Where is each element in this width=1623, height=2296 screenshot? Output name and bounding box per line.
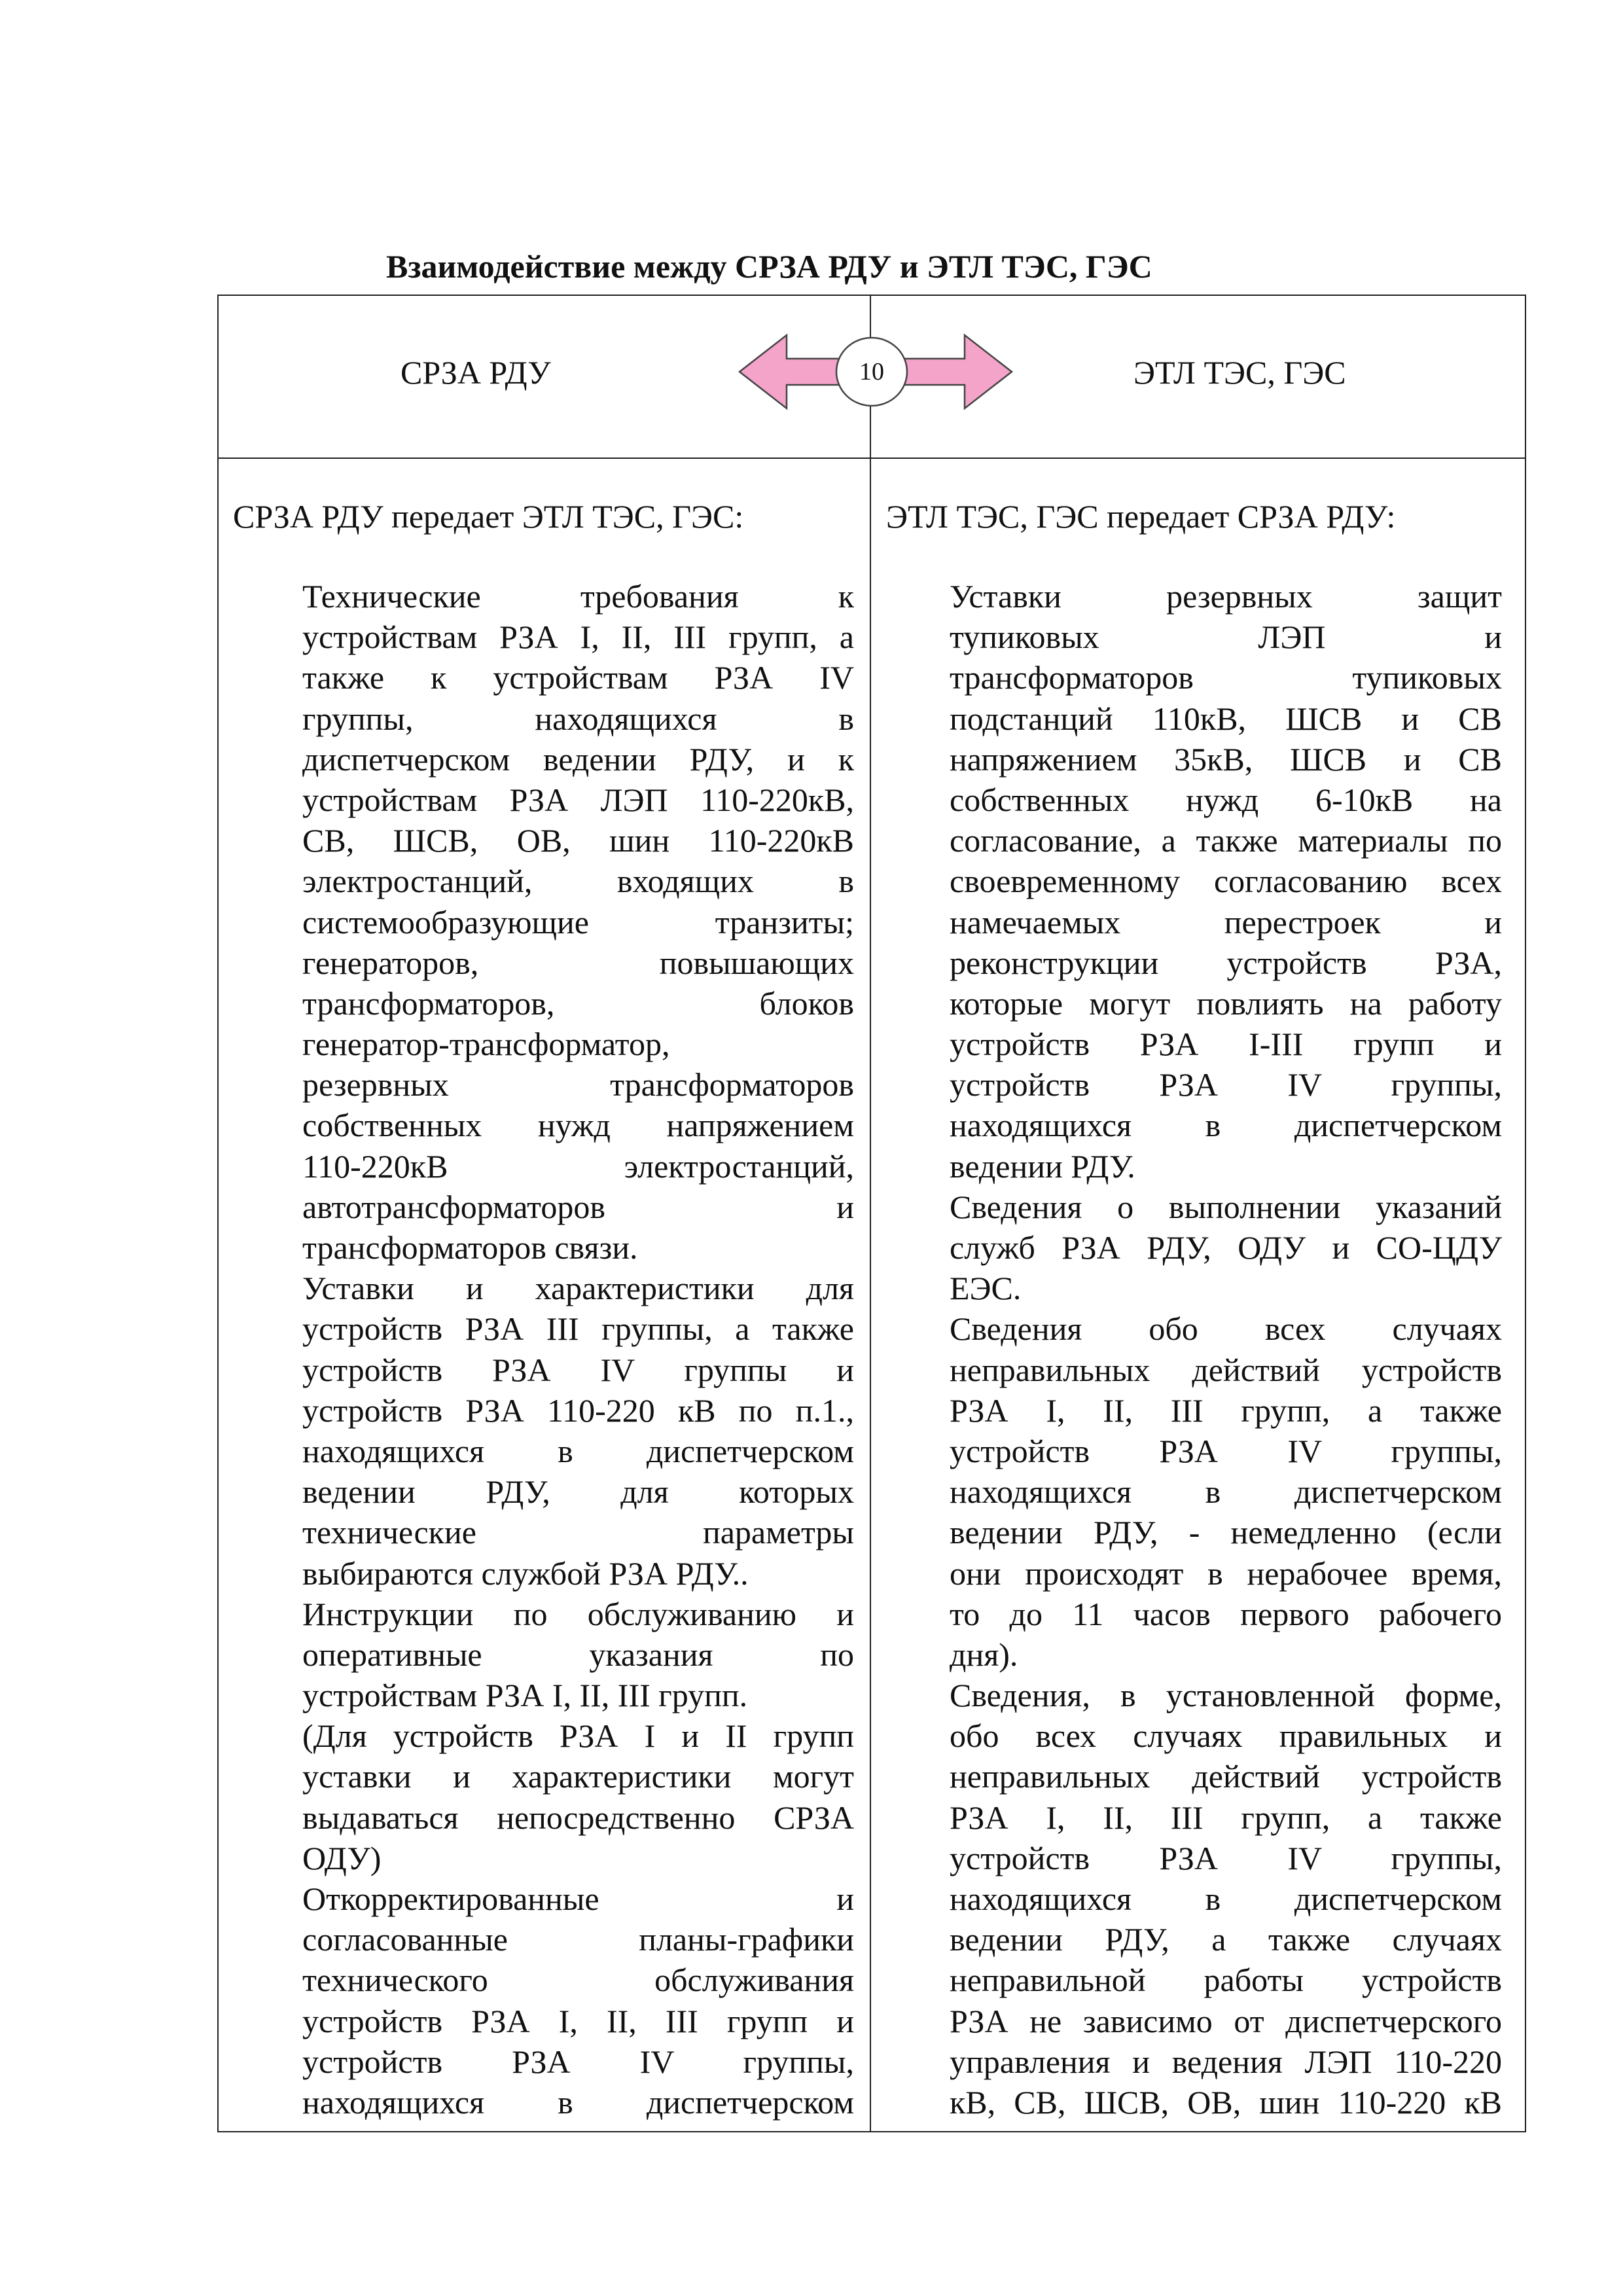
right-column-line: неправильной работы устройств bbox=[950, 1962, 1502, 1999]
right-column-line: неправильных действий устройств bbox=[950, 1758, 1502, 1795]
left-column-line: устройств РЗА IV группы, bbox=[302, 2043, 854, 2080]
left-column-line: 110-220кВ электростанций, bbox=[302, 1147, 854, 1185]
right-column-line: своевременному согласованию всех bbox=[950, 863, 1502, 900]
left-column-line: системообразующие транзиты; bbox=[302, 903, 854, 941]
right-column-line: они происходят в нерабочее время, bbox=[950, 1554, 1502, 1592]
left-column-line: устройств РЗА III группы, а также bbox=[302, 1310, 854, 1348]
left-column-line: также к устройствам РЗА IV bbox=[302, 659, 854, 696]
interaction-table bbox=[217, 295, 1526, 2132]
right-column-line: устройств РЗА I-III групп и bbox=[950, 1026, 1502, 1063]
step-number-badge: 10 bbox=[859, 358, 884, 386]
left-column-line: диспетчерском ведении РДУ, и к bbox=[302, 740, 854, 778]
right-column-line: собственных нужд 6-10кВ на bbox=[950, 781, 1502, 818]
left-column-line: оперативные указания по bbox=[302, 1636, 854, 1673]
right-column-line: то до 11 часов первого рабочего bbox=[950, 1595, 1502, 1632]
left-column-line: трансформаторов связи. bbox=[302, 1229, 638, 1266]
header-divider bbox=[219, 457, 1525, 459]
right-column-line: Сведения обо всех случаях bbox=[950, 1310, 1502, 1348]
left-column-line: Откорректированные и bbox=[302, 1880, 854, 1917]
left-column-line: выдаваться непосредственно СРЗА bbox=[302, 1799, 854, 1836]
right-column-line: которые могут повлиять на работу bbox=[950, 984, 1502, 1022]
right-column-line: устройств РЗА IV группы, bbox=[950, 1066, 1502, 1103]
right-column-line: реконструкции устройств РЗА, bbox=[950, 944, 1502, 981]
right-column-line: Уставки резервных защит bbox=[950, 578, 1502, 615]
left-column-line: ОДУ) bbox=[302, 1839, 382, 1876]
right-column-line: ведении РДУ, - немедленно (если bbox=[950, 1514, 1502, 1551]
right-column-line: РЗА не зависимо от диспетчерского bbox=[950, 2002, 1502, 2039]
left-column-line: устройствам РЗА I, II, III групп, а bbox=[302, 619, 854, 656]
left-column-line: устройств РЗА IV группы и bbox=[302, 1351, 854, 1388]
right-column-line: РЗА I, II, III групп, а также bbox=[950, 1799, 1502, 1836]
right-column-line: подстанций 110кВ, ШСВ и СВ bbox=[950, 700, 1502, 737]
left-column-text bbox=[302, 576, 854, 2123]
left-column-line: согласованные планы-графики bbox=[302, 1921, 854, 1958]
left-column-line: технического обслуживания bbox=[302, 1962, 854, 1999]
right-column-line: тупиковых ЛЭП и bbox=[950, 619, 1502, 656]
left-column-line: СВ, ШСВ, ОВ, шин 110-220кВ bbox=[302, 822, 854, 859]
right-column-line: ведении РДУ, а также случаях bbox=[950, 1921, 1502, 1958]
right-column-line: согласование, а также материалы по bbox=[950, 822, 1502, 859]
left-column-line: автотрансформаторов и bbox=[302, 1188, 854, 1225]
left-column-line: устройствам РЗА ЛЭП 110-220кВ, bbox=[302, 781, 854, 818]
right-column-line: ведении РДУ. bbox=[950, 1147, 1135, 1185]
left-column-line: Технические требования к bbox=[302, 578, 854, 615]
right-column-line: находящихся в диспетчерском bbox=[950, 1107, 1502, 1144]
right-column-line: трансформаторов тупиковых bbox=[950, 659, 1502, 696]
left-column-line: группы, находящихся в bbox=[302, 700, 854, 737]
header-left-label: СРЗА РДУ bbox=[401, 354, 551, 391]
left-column-line: уставки и характеристики могут bbox=[302, 1758, 854, 1795]
right-column-line: управления и ведения ЛЭП 110-220 bbox=[950, 2043, 1502, 2080]
left-column-heading: СРЗА РДУ передает ЭТЛ ТЭС, ГЭС: bbox=[233, 498, 744, 535]
right-column-line: дня). bbox=[950, 1636, 1018, 1673]
right-column-heading: ЭТЛ ТЭС, ГЭС передает СРЗА РДУ: bbox=[886, 498, 1396, 535]
right-column-line: ЕЭС. bbox=[950, 1270, 1022, 1307]
column-divider bbox=[870, 296, 871, 2131]
right-column-line: находящихся в диспетчерском bbox=[950, 1880, 1502, 1917]
right-column-line: неправильных действий устройств bbox=[950, 1351, 1502, 1388]
right-column-line: устройств РЗА IV группы, bbox=[950, 1432, 1502, 1469]
left-column-line: Уставки и характеристики для bbox=[302, 1270, 854, 1307]
left-column-line: устройств РЗА 110-220 кВ по п.1., bbox=[302, 1391, 854, 1429]
left-column-line: генератор-трансформатор, bbox=[302, 1026, 670, 1063]
left-column-line: собственных нужд напряжением bbox=[302, 1107, 854, 1144]
left-column-line: технические параметры bbox=[302, 1514, 854, 1551]
right-column-line: находящихся в диспетчерском bbox=[950, 1473, 1502, 1511]
right-column-text bbox=[950, 576, 1502, 2123]
left-column-line: находящихся в диспетчерском bbox=[302, 2083, 854, 2121]
left-column-line: резервных трансформаторов bbox=[302, 1066, 854, 1103]
left-column-line: устройствам РЗА I, II, III групп. bbox=[302, 1677, 748, 1714]
right-column-line: устройств РЗА IV группы, bbox=[950, 1839, 1502, 1876]
left-column-line: электростанций, входящих в bbox=[302, 863, 854, 900]
right-column-line: служб РЗА РДУ, ОДУ и СО-ЦДУ bbox=[950, 1229, 1502, 1266]
left-column-line: генераторов, повышающих bbox=[302, 944, 854, 981]
left-column-line: находящихся в диспетчерском bbox=[302, 1432, 854, 1469]
right-column-line: напряжением 35кВ, ШСВ и СВ bbox=[950, 740, 1502, 778]
left-column-line: выбираются службой РЗА РДУ.. bbox=[302, 1554, 749, 1592]
page-title: Взаимодействие между СРЗА РДУ и ЭТЛ ТЭС, ГЭС bbox=[386, 248, 1152, 285]
left-column-line: Инструкции по обслуживанию и bbox=[302, 1595, 854, 1632]
left-column-line: (Для устройств РЗА I и II групп bbox=[302, 1717, 854, 1755]
exchange-arrow bbox=[737, 332, 1014, 411]
header-right-label: ЭТЛ ТЭС, ГЭС bbox=[1133, 354, 1346, 391]
left-column-line: трансформаторов, блоков bbox=[302, 984, 854, 1022]
right-column-line: кВ, СВ, ШСВ, ОВ, шин 110-220 кВ bbox=[950, 2083, 1502, 2121]
right-column-line: Сведения, в установленной форме, bbox=[950, 1677, 1502, 1714]
left-column-line: ведении РДУ, для которых bbox=[302, 1473, 854, 1511]
right-column-line: намечаемых перестроек и bbox=[950, 903, 1502, 941]
left-column-line: устройств РЗА I, II, III групп и bbox=[302, 2002, 854, 2039]
right-column-line: обо всех случаях правильных и bbox=[950, 1717, 1502, 1755]
right-column-line: РЗА I, II, III групп, а также bbox=[950, 1391, 1502, 1429]
right-column-line: Сведения о выполнении указаний bbox=[950, 1188, 1502, 1225]
